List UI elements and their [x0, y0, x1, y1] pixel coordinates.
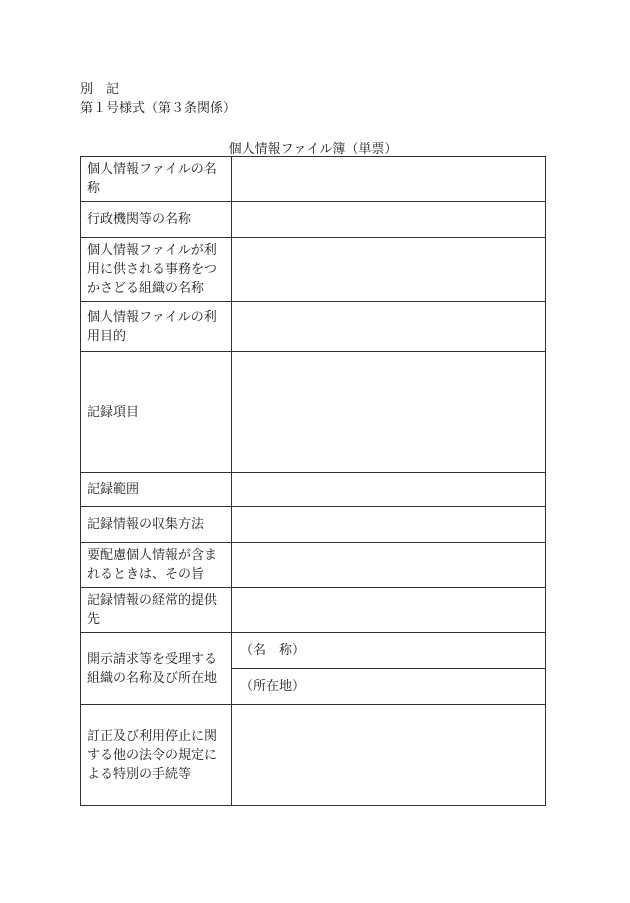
appendix-label: 別 記	[80, 82, 120, 97]
label-special-procedures: 訂正及び利用停止に関する他の法令の規定による特別の手続等	[81, 705, 232, 806]
value-regular-recipients	[232, 588, 546, 633]
table-row	[81, 705, 546, 806]
value-record-scope	[232, 473, 546, 507]
value-collection-method	[232, 507, 546, 543]
label-organization-name: 個人情報ファイルが利用に供される事務をつかさどる組織の名称	[81, 238, 232, 302]
label-record-scope: 記録範囲	[81, 473, 232, 507]
form-number-label: 第１号様式（第３条関係）	[80, 101, 237, 116]
table-row	[81, 202, 546, 238]
document-header	[80, 80, 236, 118]
office-address-label: （所在地）	[240, 679, 306, 694]
value-office-address	[232, 669, 546, 705]
office-name-label: （名 称）	[240, 643, 306, 658]
value-file-name	[232, 157, 546, 202]
table-row	[81, 507, 546, 543]
table-row	[81, 588, 546, 633]
label-record-items: 記録項目	[81, 352, 232, 473]
value-agency-name	[232, 202, 546, 238]
value-sensitive-info	[232, 543, 546, 588]
table-row	[81, 302, 546, 352]
table-row	[81, 473, 546, 507]
table-row	[81, 352, 546, 473]
value-special-procedures	[232, 705, 546, 806]
table-row	[81, 157, 546, 202]
table-row	[81, 543, 546, 588]
table-row	[81, 633, 546, 669]
table-row	[81, 238, 546, 302]
value-office-name	[232, 633, 546, 669]
label-agency-name: 行政機関等の名称	[81, 202, 232, 238]
value-record-items	[232, 352, 546, 473]
form-title: 個人情報ファイル簿（単票）	[228, 142, 398, 157]
value-organization-name	[232, 238, 546, 302]
label-request-office: 開示請求等を受理する組織の名称及び所在地	[81, 633, 232, 705]
label-collection-method: 記録情報の収集方法	[81, 507, 232, 543]
label-sensitive-info: 要配慮個人情報が含まれるときは、その旨	[81, 543, 232, 588]
label-file-name: 個人情報ファイルの名称	[81, 157, 232, 202]
label-usage-purpose: 個人情報ファイルの利用目的	[81, 302, 232, 352]
value-usage-purpose	[232, 302, 546, 352]
personal-info-file-register-table	[80, 156, 546, 806]
label-regular-recipients: 記録情報の経常的提供先	[81, 588, 232, 633]
